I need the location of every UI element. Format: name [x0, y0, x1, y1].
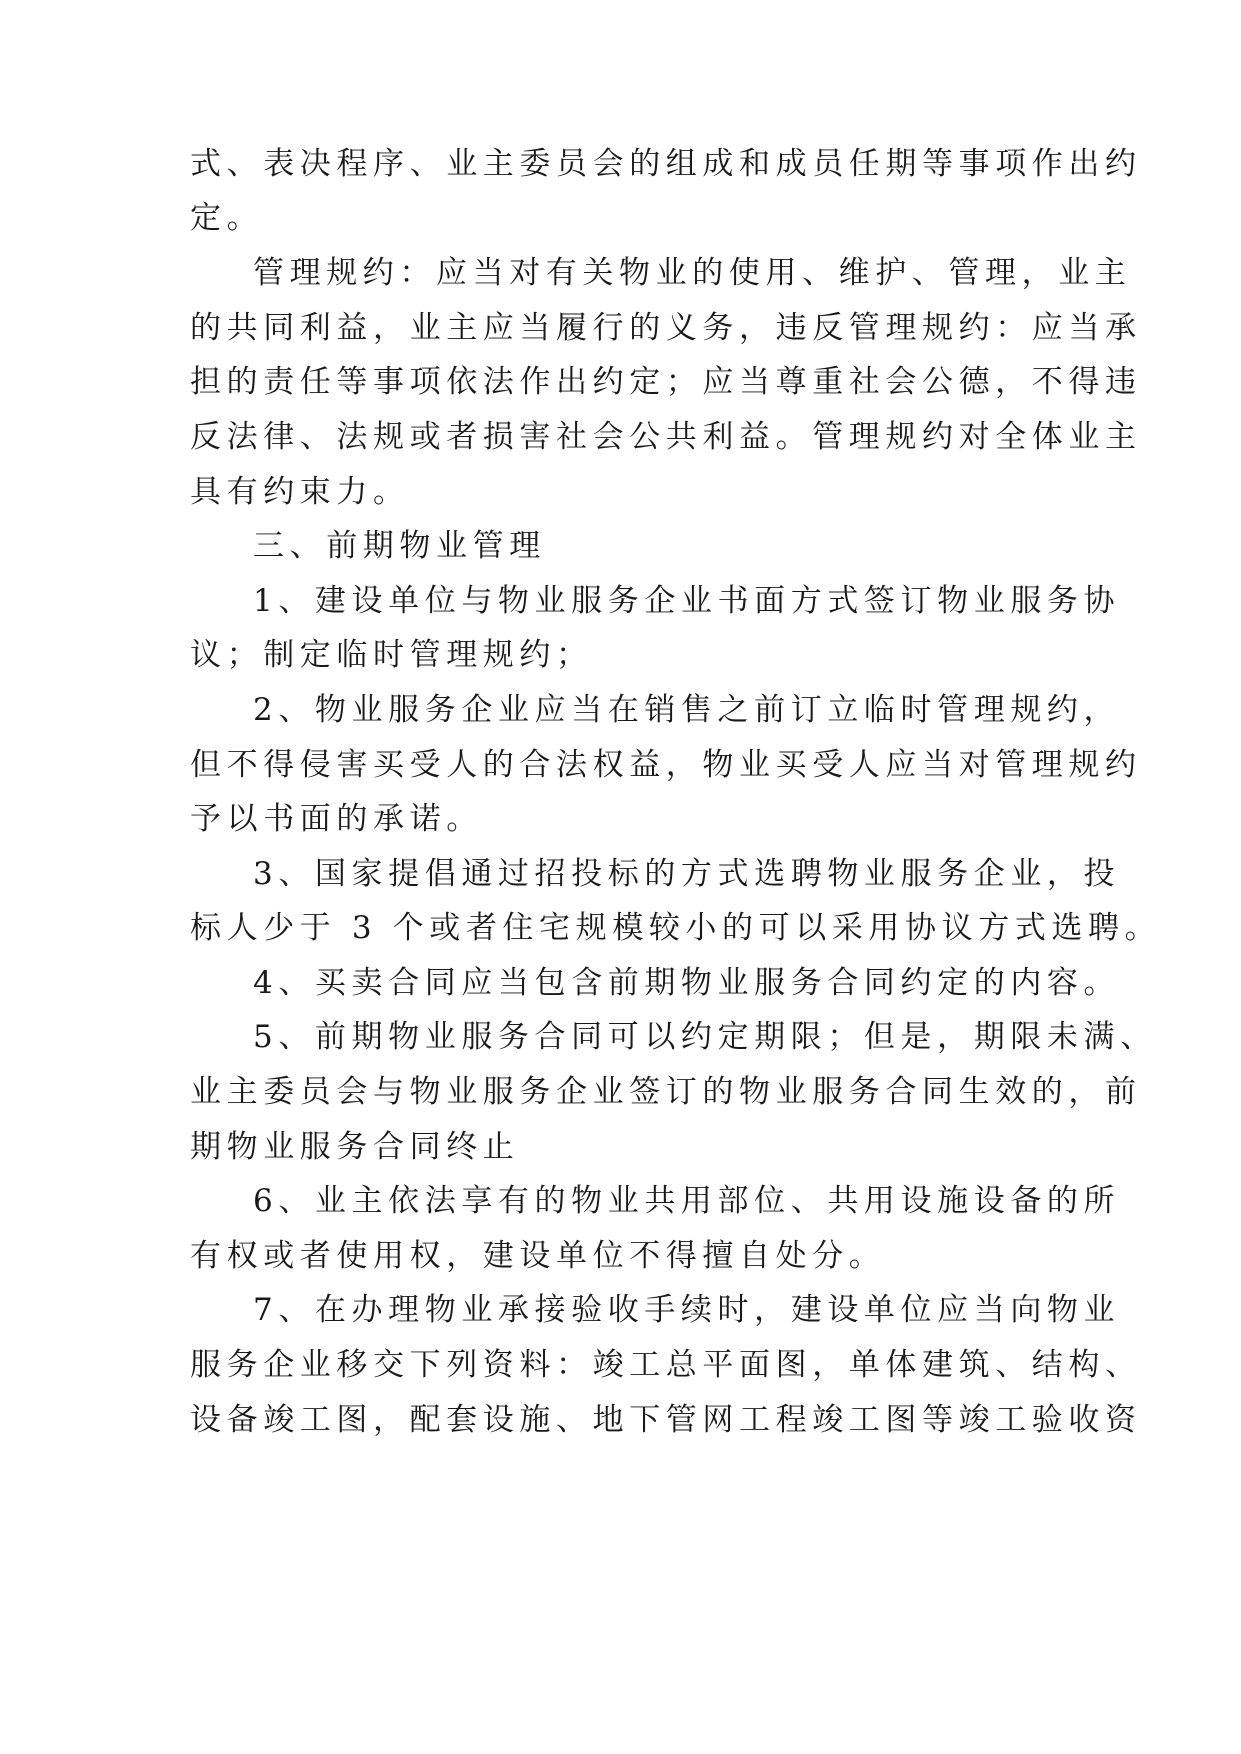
- list-item-7: 7、在办理物业承接验收手续时，建设单位应当向物业: [253, 1292, 1121, 1328]
- text-line: 期物业服务合同终止: [190, 1129, 520, 1165]
- text-line: 议；制定临时管理规约；: [190, 637, 593, 673]
- list-item-5: 5、前期物业服务合同可以约定期限；但是，期限未满、: [253, 1019, 1157, 1055]
- text-line: 担的责任等事项依法作出约定；应当尊重社会公德，不得违: [190, 364, 1142, 400]
- list-item-4: 4、买卖合同应当包含前期物业服务合同约定的内容。: [253, 965, 1121, 1001]
- text-line: 服务企业移交下列资料：竣工总平面图，单体建筑、结构、: [190, 1347, 1142, 1383]
- text-line: 式、表决程序、业主委员会的组成和成员任期等事项作出约: [190, 146, 1142, 182]
- text-line: 定。: [190, 200, 264, 236]
- list-item-3: 3、国家提倡通过招投标的方式选聘物业服务企业，投: [253, 856, 1121, 892]
- text-line: 的共同利益，业主应当履行的义务，违反管理规约：应当承: [190, 310, 1142, 346]
- text-line: 业主委员会与物业服务企业签订的物业服务合同生效的，前: [190, 1074, 1142, 1110]
- text-line: 有权或者使用权，建设单位不得擅自处分。: [190, 1238, 886, 1274]
- text-line: 但不得侵害买受人的合法权益，物业买受人应当对管理规约: [190, 747, 1142, 783]
- list-item-6: 6、业主依法享有的物业共用部位、共用设施设备的所: [253, 1183, 1121, 1219]
- paragraph-start: 管理规约：应当对有关物业的使用、维护、管理，业主: [253, 255, 1132, 291]
- list-item-1: 1、建设单位与物业服务企业书面方式签订物业服务协: [253, 583, 1121, 619]
- section-heading: 三、前期物业管理: [253, 528, 546, 564]
- text-line: 标人少于 3 个或者住宅规模较小的可以采用协议方式选聘。: [190, 910, 1162, 946]
- text-line: 设备竣工图，配套设施、地下管网工程竣工图等竣工验收资: [190, 1402, 1142, 1438]
- text-line: 反法律、法规或者损害社会公共利益。管理规约对全体业主: [190, 419, 1142, 455]
- text-line: 予以书面的承诺。: [190, 801, 483, 837]
- text-line: 具有约束力。: [190, 474, 410, 510]
- list-item-2: 2、物业服务企业应当在销售之前订立临时管理规约，: [253, 692, 1121, 728]
